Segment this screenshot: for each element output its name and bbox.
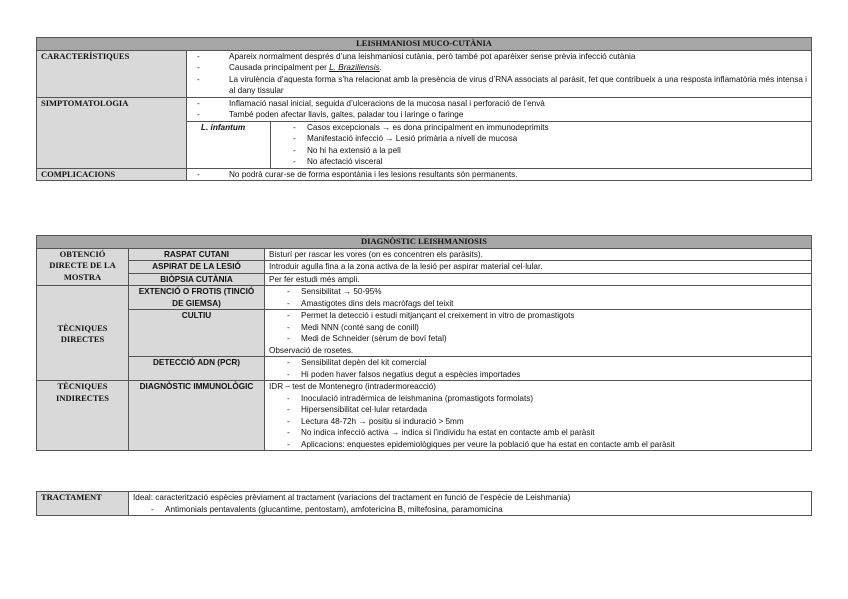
biopsia-label: BIÒPSIA CUTÀNIA <box>129 273 265 286</box>
caracteristiques-label: CARACTERÍSTIQUES <box>37 50 187 97</box>
adn-item: - Hi poden haver falsos negatius degut a espècies importades <box>283 369 807 381</box>
muco-title: LEISHMANIOSI MUCO-CUTÀNIA <box>37 38 812 51</box>
tractament-table <box>36 491 812 516</box>
cultiu-item: - Medi de Schneider (sèrum de boví fetal) <box>283 333 807 345</box>
caract-item: - Causada principalment per L. Braziliensis. <box>193 62 807 74</box>
compl-item: - No podrà curar-se de forma espontània i les lesions resultants són permanents. <box>193 169 807 181</box>
cultiu-cell <box>265 310 812 357</box>
infantum-item: - Manifestació infecció → Lesió primària a nivell de mucosa <box>289 133 807 145</box>
simptomatologia-cell <box>187 97 812 121</box>
infantum-label: L. infantum <box>187 121 271 168</box>
tractament-line: Ideal: caracterització espècies prèviament al tractament (variacions del tractament en funció de l’espècie de Leishmania) <box>133 493 571 502</box>
aspirat-label: ASPIRAT DE LA LESIÓ <box>129 261 265 274</box>
caracteristiques-cell <box>187 50 812 97</box>
obtencio-label: OBTENCIÓ DIRECTE DE LA MOSTRA <box>37 248 129 286</box>
simpt-item: - També poden afectar llavis, galtes, paladar tou i laringe o faringe <box>193 109 807 121</box>
immuno-item: - No indica infecció activa → indica si l’individu ha estat en contacte amb el paràsit <box>283 427 807 439</box>
tecniques-indirectes-label: TÈCNIQUES INDIRECTES <box>37 381 129 451</box>
cultiu-item: - Permet la detecció i estudi mitjançant el creixement in vitro de promastigots <box>283 310 807 322</box>
aspirat-text: Introduir agulla fina a la zona activa de la lesió per aspirar material cel·lular. <box>265 261 812 274</box>
extencio-item: - Amastigotes dins dels macròfags del teixit <box>283 298 807 310</box>
extencio-item: - Sensibilitat → 50-95% <box>283 286 807 298</box>
tecniques-directes-label: TÈCNIQUES DIRECTES <box>37 286 129 381</box>
immuno-item: - Aplicacions: enquestes epidemiològiques per veure la població que ha estat en contacte amb el paràsit <box>283 439 807 451</box>
simpt-item: - Inflamació nasal inicial, seguida d’ulceracions de la mucosa nasal i perforació de l’envà <box>193 98 807 110</box>
diag-title: DIAGNÒSTIC LEISHMANIOSIS <box>37 236 812 249</box>
tractament-item: - Antimonials pentavalents (glucantime, pentostam), amfotericina B, miltefosina, paramomicina <box>147 504 807 516</box>
muco-cutania-table <box>36 37 812 181</box>
raspat-label: RASPAT CUTANI <box>129 248 265 261</box>
biopsia-text: Per fer estudi més ampli. <box>265 273 812 286</box>
extencio-label: EXTENCIÓ O FROTIS (TINCIÓ DE GIEMSA) <box>129 286 265 310</box>
caract-item: - La virulència d’aquesta forma s’ha relacionat amb la presència de virus d’RNA associats al paràsit, fet que contribueix a una resposta inflamatòria més intensa i al dany tissular <box>193 74 807 97</box>
complicacions-label: COMPLICACIONS <box>37 168 187 181</box>
cultiu-note: Observació de rosetes. <box>269 345 354 355</box>
complicacions-cell <box>187 168 812 181</box>
tractament-label: TRACTAMENT <box>37 492 129 516</box>
extencio-cell <box>265 286 812 310</box>
raspat-text: Bisturí per rascar les vores (on es concentren els paràsits). <box>265 248 812 261</box>
diagnostic-table <box>36 235 812 451</box>
tractament-cell <box>129 492 812 516</box>
caract-item: - Apareix normalment després d’una leishmaniosi cutània, però també pot aparèixer sense prèvia infecció cutània <box>193 51 807 63</box>
immuno-label: DIAGNÒSTIC IMMUNOLÒGIC <box>129 381 265 451</box>
cultiu-item: - Medi NNN (conté sang de conill) <box>283 322 807 334</box>
immuno-intro: IDR – test de Montenegro (intradermoreacció) <box>269 382 437 391</box>
species-link: L. Braziliensis <box>329 63 380 72</box>
immuno-item: - Lectura 48-72h → positiu si induració > 5mm <box>283 416 807 428</box>
adn-item: - Sensibilitat depèn del kit comercial <box>283 357 807 369</box>
simptomatologia-label: SIMPTOMATOLOGIA <box>37 97 187 168</box>
infantum-item: - No afectació visceral <box>289 156 807 168</box>
immuno-item: - Hipersensibilitat cel·lular retardada <box>283 404 807 416</box>
adn-label: DETECCIÓ ADN (PCR) <box>129 357 265 381</box>
immuno-cell <box>265 381 812 451</box>
immuno-item: - Inoculació intradèrmica de leishmanina (promastigots formolats) <box>283 393 807 405</box>
infantum-item: - Casos excepcionals → es dona principalment en immunodeprimits <box>289 122 807 134</box>
adn-cell <box>265 357 812 381</box>
infantum-cell <box>271 121 812 168</box>
infantum-item: - No hi ha extensió a la pell <box>289 145 807 157</box>
cultiu-label: CULTIU <box>129 310 265 357</box>
